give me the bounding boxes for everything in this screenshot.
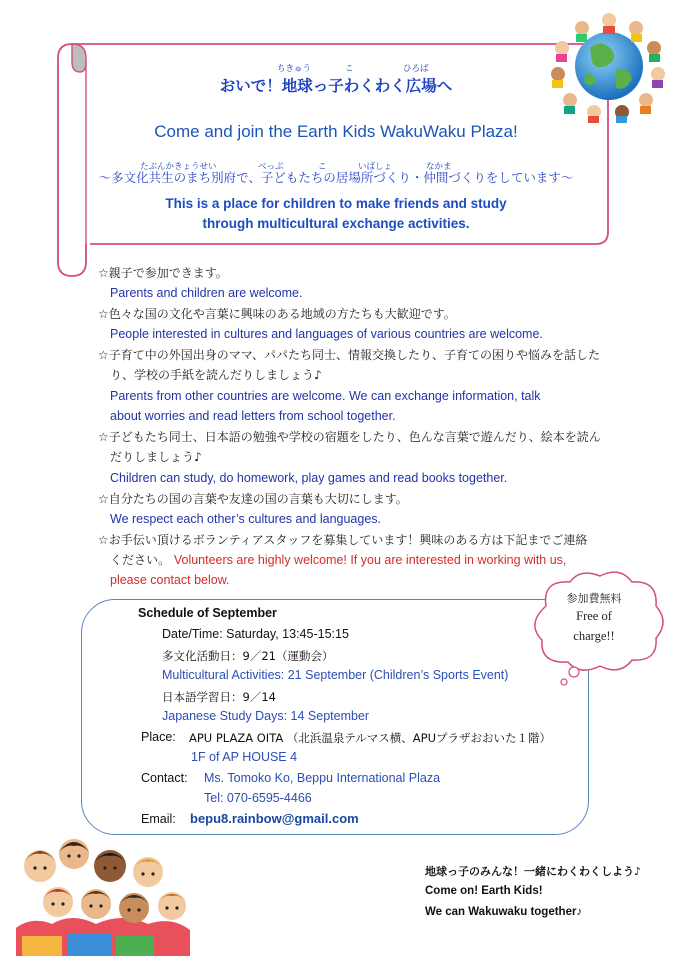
jp-subtitle: ～多文化共生のまち別府で、子どもたちの居場所づくり・仲間づくりをしています～	[98, 170, 574, 185]
study-date-en: Japanese Study Days: 14 September	[162, 709, 370, 723]
schedule-heading: Schedule of September	[138, 606, 277, 620]
place-line-2: 1F of AP HOUSE 4	[191, 750, 298, 764]
bullet-5-en: We respect each other’s cultures and languages.	[110, 512, 382, 526]
ruby-chikyuu: ちきゅう	[277, 64, 312, 74]
place-label: Place:	[141, 730, 176, 744]
ruby-nakama: なかま	[426, 162, 452, 172]
multicultural-date-en: Multicultural Activities: 21 September (Children’s Sports Event)	[162, 668, 509, 682]
bullet-3-en-2: about worries and read letters from school together.	[110, 409, 396, 423]
globe-kids-illustration	[546, 8, 672, 124]
ruby-beppu: べっぷ	[258, 162, 284, 172]
bullet-2-jp: ☆色々な国の文化や言葉に興味のある地域の方たちも大歓迎です。	[98, 307, 456, 321]
bullet-6-jp-2: ください。	[110, 553, 171, 567]
ruby-hiroba: ひろば	[403, 64, 429, 74]
ruby-ko: こ	[345, 64, 354, 74]
bullet-5-jp: ☆自分たちの国の言葉や友達の国の言葉も大切にします。	[98, 492, 408, 506]
bullet-1-en: Parents and children are welcome.	[110, 286, 303, 300]
bullet-6-volunteer-en-2: please contact below.	[110, 573, 230, 587]
free-of-charge-jp: 参加費無料	[566, 592, 622, 605]
footer-en-1: Come on! Earth Kids!	[425, 885, 543, 897]
place-value: APU PLAZA OITA （北浜温泉テルマス横、APUプラザおおいた１階）	[189, 731, 551, 745]
bullet-3-jp-1: ☆子育て中の外国出身のママ、パパたち同士、情報交換したり、子育ての困りや悩みを話した	[98, 348, 601, 362]
bullet-1-jp: ☆親子で参加できます。	[98, 266, 228, 280]
email-link[interactable]: bepu8.rainbow@gmail.com	[190, 811, 359, 826]
bullet-4-en: Children can study, do homework, play games and read books together.	[110, 471, 508, 485]
free-of-charge-en-1: Free of	[576, 609, 612, 623]
bullet-6-volunteer-en-1: Volunteers are highly welcome! If you are interested in working with us,	[173, 553, 567, 567]
study-date-jp: 日本語学習日：9／14	[162, 690, 276, 704]
contact-value: Ms. Tomoko Ko, Beppu International Plaza	[204, 771, 441, 785]
contact-tel: Tel: 070-6595-4466	[204, 791, 312, 805]
bullet-6-jp-1: ☆お手伝い頂けるボランティアスタッフを募集しています！興味のある方は下記までご連絡	[98, 533, 588, 547]
ruby-tabunka: たぶんかきょうせい	[140, 162, 217, 172]
jp-title: おいで！地球っ子わくわく広場へ	[219, 77, 453, 95]
contact-label: Contact:	[141, 771, 188, 785]
ruby-ko-sub: こ	[318, 162, 327, 172]
free-of-charge-en-2: charge!!	[573, 629, 615, 643]
bullet-4-jp-1: ☆子どもたち同士、日本語の勉強や学校の宿題をしたり、色んな言葉で遊んだり、絵本を読ん	[98, 430, 601, 444]
footer-jp: 地球っ子のみんな！一緒にわくわくしよう♪	[425, 865, 642, 878]
bullet-3-jp-2: り、学校の手紙を読んだりしましょう♪	[110, 368, 322, 382]
email-label: Email:	[141, 812, 176, 826]
kids-group-illustration	[12, 832, 192, 956]
ruby-ibasho: いばしょ	[358, 162, 393, 172]
bullet-4-jp-2: だりしましょう♪	[110, 450, 202, 464]
multicultural-date-jp: 多文化活動日：9／21（運動会）	[162, 649, 334, 663]
en-title: Come and join the Earth Kids WakuWaku Plaza!	[154, 122, 518, 141]
schedule-datetime: Date/Time: Saturday, 13:45-15:15	[162, 627, 349, 641]
en-description-2: through multicultural exchange activities.	[202, 216, 470, 231]
en-description-1: This is a place for children to make friends and study	[165, 196, 507, 211]
bullet-2-en: People interested in cultures and languages of various countries are welcome.	[110, 327, 543, 341]
footer-en-2: We can Wakuwaku together♪	[425, 906, 583, 918]
bullet-3-en-1: Parents from other countries are welcome. We can exchange information, talk	[110, 389, 541, 403]
